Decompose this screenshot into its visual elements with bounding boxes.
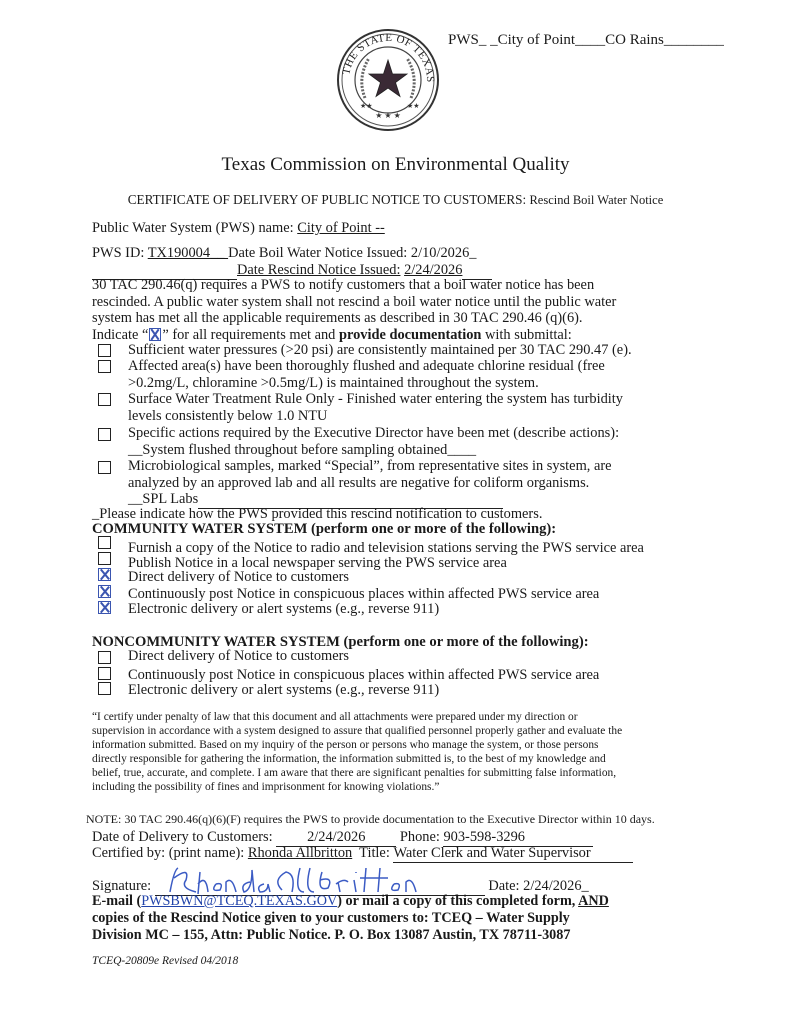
delivery-date-value[interactable]: 2/24/2026 [276, 829, 396, 847]
documentation-note: NOTE: 30 TAC 290.46(q)(6)(F) requires the PWS to provide documentation to the Executive Director within 10 days. [86, 812, 655, 826]
pws-county-header: PWS_ _City of Point____CO Rains________ [448, 32, 724, 48]
requirement-checkbox-turbidity[interactable] [98, 393, 111, 406]
phone-label: Phone: [399, 829, 440, 845]
signature-date-value[interactable]: 2/24/2026_ [523, 878, 589, 894]
pws-id-label: PWS ID: [92, 245, 145, 261]
pws-name-label: Public Water System (PWS) name: [92, 220, 294, 236]
community-option-radio-tv: Furnish a copy of the Notice to radio and television stations serving the PWS service area [128, 540, 644, 556]
community-checkbox-direct-delivery[interactable] [98, 568, 111, 581]
svg-text:★★: ★★ [407, 102, 420, 110]
svg-text:★ ★ ★: ★ ★ ★ [375, 111, 401, 120]
noncommunity-checkbox-direct-delivery[interactable] [98, 651, 111, 664]
requirement-pressure: Sufficient water pressures (>20 psi) are consistently maintained per 30 TAC 290.47 (e). [128, 342, 632, 358]
subtitle-tail: Rescind Boil Water Notice [529, 193, 664, 207]
community-option-post-notice: Continuously post Notice in conspicuous places within affected PWS service area [128, 586, 600, 602]
intro-paragraph: 30 TAC 290.46(q) requires a PWS to notify customers that a boil water notice has been rescinded. A public water system shall not rescind a boil water notice until the public water system has met all the applicable requirements as described in 30 TAC 290.46 (q)(6). Indicate “ ” for all requirements met and provide documentation with submittal: [92, 277, 617, 343]
signature-date-label: Date: [488, 878, 520, 894]
noncommunity-checkbox-electronic[interactable] [98, 682, 111, 695]
pws-name-value[interactable]: City of Point -- [297, 220, 385, 236]
state-of-texas-seal-icon [335, 28, 441, 132]
requirement-checkbox-specific-actions[interactable] [98, 428, 111, 441]
noncommunity-option-post-notice: Continuously post Notice in conspicuous places within affected PWS service area [128, 667, 600, 683]
certified-by-value[interactable]: Rhonda Allbritton [247, 845, 353, 861]
title-label: Title: [359, 845, 390, 861]
tceq-email-link[interactable]: PWSBWN@TCEQ.TEXAS.GOV [141, 893, 338, 909]
requirement-checkbox-microbiological[interactable] [98, 461, 111, 474]
community-option-electronic: Electronic delivery or alert systems (e.g., reverse 911) [128, 601, 440, 617]
community-option-direct-delivery: Direct delivery of Notice to customers [128, 569, 349, 585]
please-indicate-text: _Please indicate how the PWS provided this rescind notification to customers. [92, 506, 543, 522]
example-check-icon [149, 328, 161, 341]
community-option-newspaper: Publish Notice in a local newspaper serving the PWS service area [128, 555, 507, 571]
community-checkbox-electronic[interactable] [98, 601, 111, 614]
signature-label: Signature: [92, 878, 152, 894]
lab-name-value[interactable]: __SPL Labs [128, 491, 199, 507]
requirement-checkbox-pressure[interactable] [98, 344, 111, 357]
certification-statement: “I certify under penalty of law that this document and all attachments were prepared under my direction or supervision in accordance with a system designed to assure that qualified personnel properly gather and evaluate the information submitted. Based on my inquiry of the person or persons who manage the system, or those persons directly responsible for gathering the information, the information submitted is, to the best of my knowledge and belief, true, accurate, and complete. I am aware that there are significant penalties for submitting false information, including the possibility of fines and imprisonment for knowing violations.” [92, 711, 623, 793]
noncommunity-option-direct-delivery: Direct delivery of Notice to customers [128, 648, 349, 664]
noncommunity-checkbox-post-notice[interactable] [98, 667, 111, 680]
subtitle-main: CERTIFICATE OF DELIVERY OF PUBLIC NOTICE TO CUSTOMERS: [127, 192, 527, 207]
rescind-date-value[interactable]: 2/24/2026 [404, 262, 463, 278]
pws-id-value[interactable]: TX190004 [147, 245, 211, 261]
community-checkbox-newspaper[interactable] [98, 552, 111, 565]
specific-actions-value[interactable]: __System flushed throughout before sampling obtained____ [128, 441, 477, 458]
phone-value[interactable]: 903-598-3296 [443, 829, 593, 847]
rescind-date-label: Date Rescind Notice Issued: [237, 262, 401, 278]
pws-id-row: PWS ID: TX190004__ Date Boil Water Notice Issued: 2/10/2026_ [92, 245, 477, 261]
requirement-checkbox-flushed[interactable] [98, 360, 111, 373]
community-checkbox-radio-tv[interactable] [98, 536, 111, 549]
noncommunity-heading: NONCOMMUNITY WATER SYSTEM (perform one or more of the following): [92, 634, 589, 650]
delivery-date-label: Date of Delivery to Customers: [92, 829, 273, 845]
requirement-microbiological: Microbiological samples, marked “Special”, from representative sites in system, are analyzed by an approved lab and all results are negative for coliform organisms. __SPL Labs [128, 458, 612, 507]
noncommunity-option-electronic: Electronic delivery or alert systems (e.g., reverse 911) [128, 682, 440, 698]
title-value[interactable]: Water Clerk and Water Supervisor [393, 845, 633, 863]
pws-name-row [92, 220, 385, 237]
community-checkbox-post-notice[interactable] [98, 585, 111, 598]
boil-date-label: Date Boil Water Notice Issued: [228, 245, 408, 261]
requirement-flushed: Affected area(s) have been thoroughly flushed and adequate chlorine residual (free >0.2mg/L, chloramine >0.5mg/L) is maintained throughout the system. [128, 358, 605, 391]
submission-instructions: E-mail (PWSBWN@TCEQ.TEXAS.GOV) or mail a copy of this completed form, AND copies of the Rescind Notice given to your customers to: TCEQ – Water Supply Division MC – 155, Attn: Public Notice. P. O. Box 13087 Austin, TX 78711-3087 [92, 893, 609, 943]
svg-text:THE STATE OF TEXAS: THE STATE OF TEXAS [340, 31, 437, 83]
certified-by-label: Certified by: (print name): [92, 845, 245, 861]
svg-text:★★: ★★ [360, 102, 373, 110]
requirement-turbidity: Surface Water Treatment Rule Only - Finished water entering the system has turbidity levels consistently below 1.0 NTU [128, 391, 623, 424]
certified-by-row [92, 845, 633, 863]
form-number-footer: TCEQ-20809e Revised 04/2018 [92, 955, 239, 967]
community-heading: COMMUNITY WATER SYSTEM (perform one or more of the following): [92, 521, 557, 537]
requirement-specific-actions: Specific actions required by the Executive Director have been met (describe actions): __System flushed throughout before sampling obtained____ [128, 425, 620, 458]
agency-title: Texas Commission on Environmental Quality [221, 154, 570, 175]
boil-date-value[interactable]: 2/10/2026_ [410, 245, 477, 261]
form-subtitle [0, 192, 791, 208]
